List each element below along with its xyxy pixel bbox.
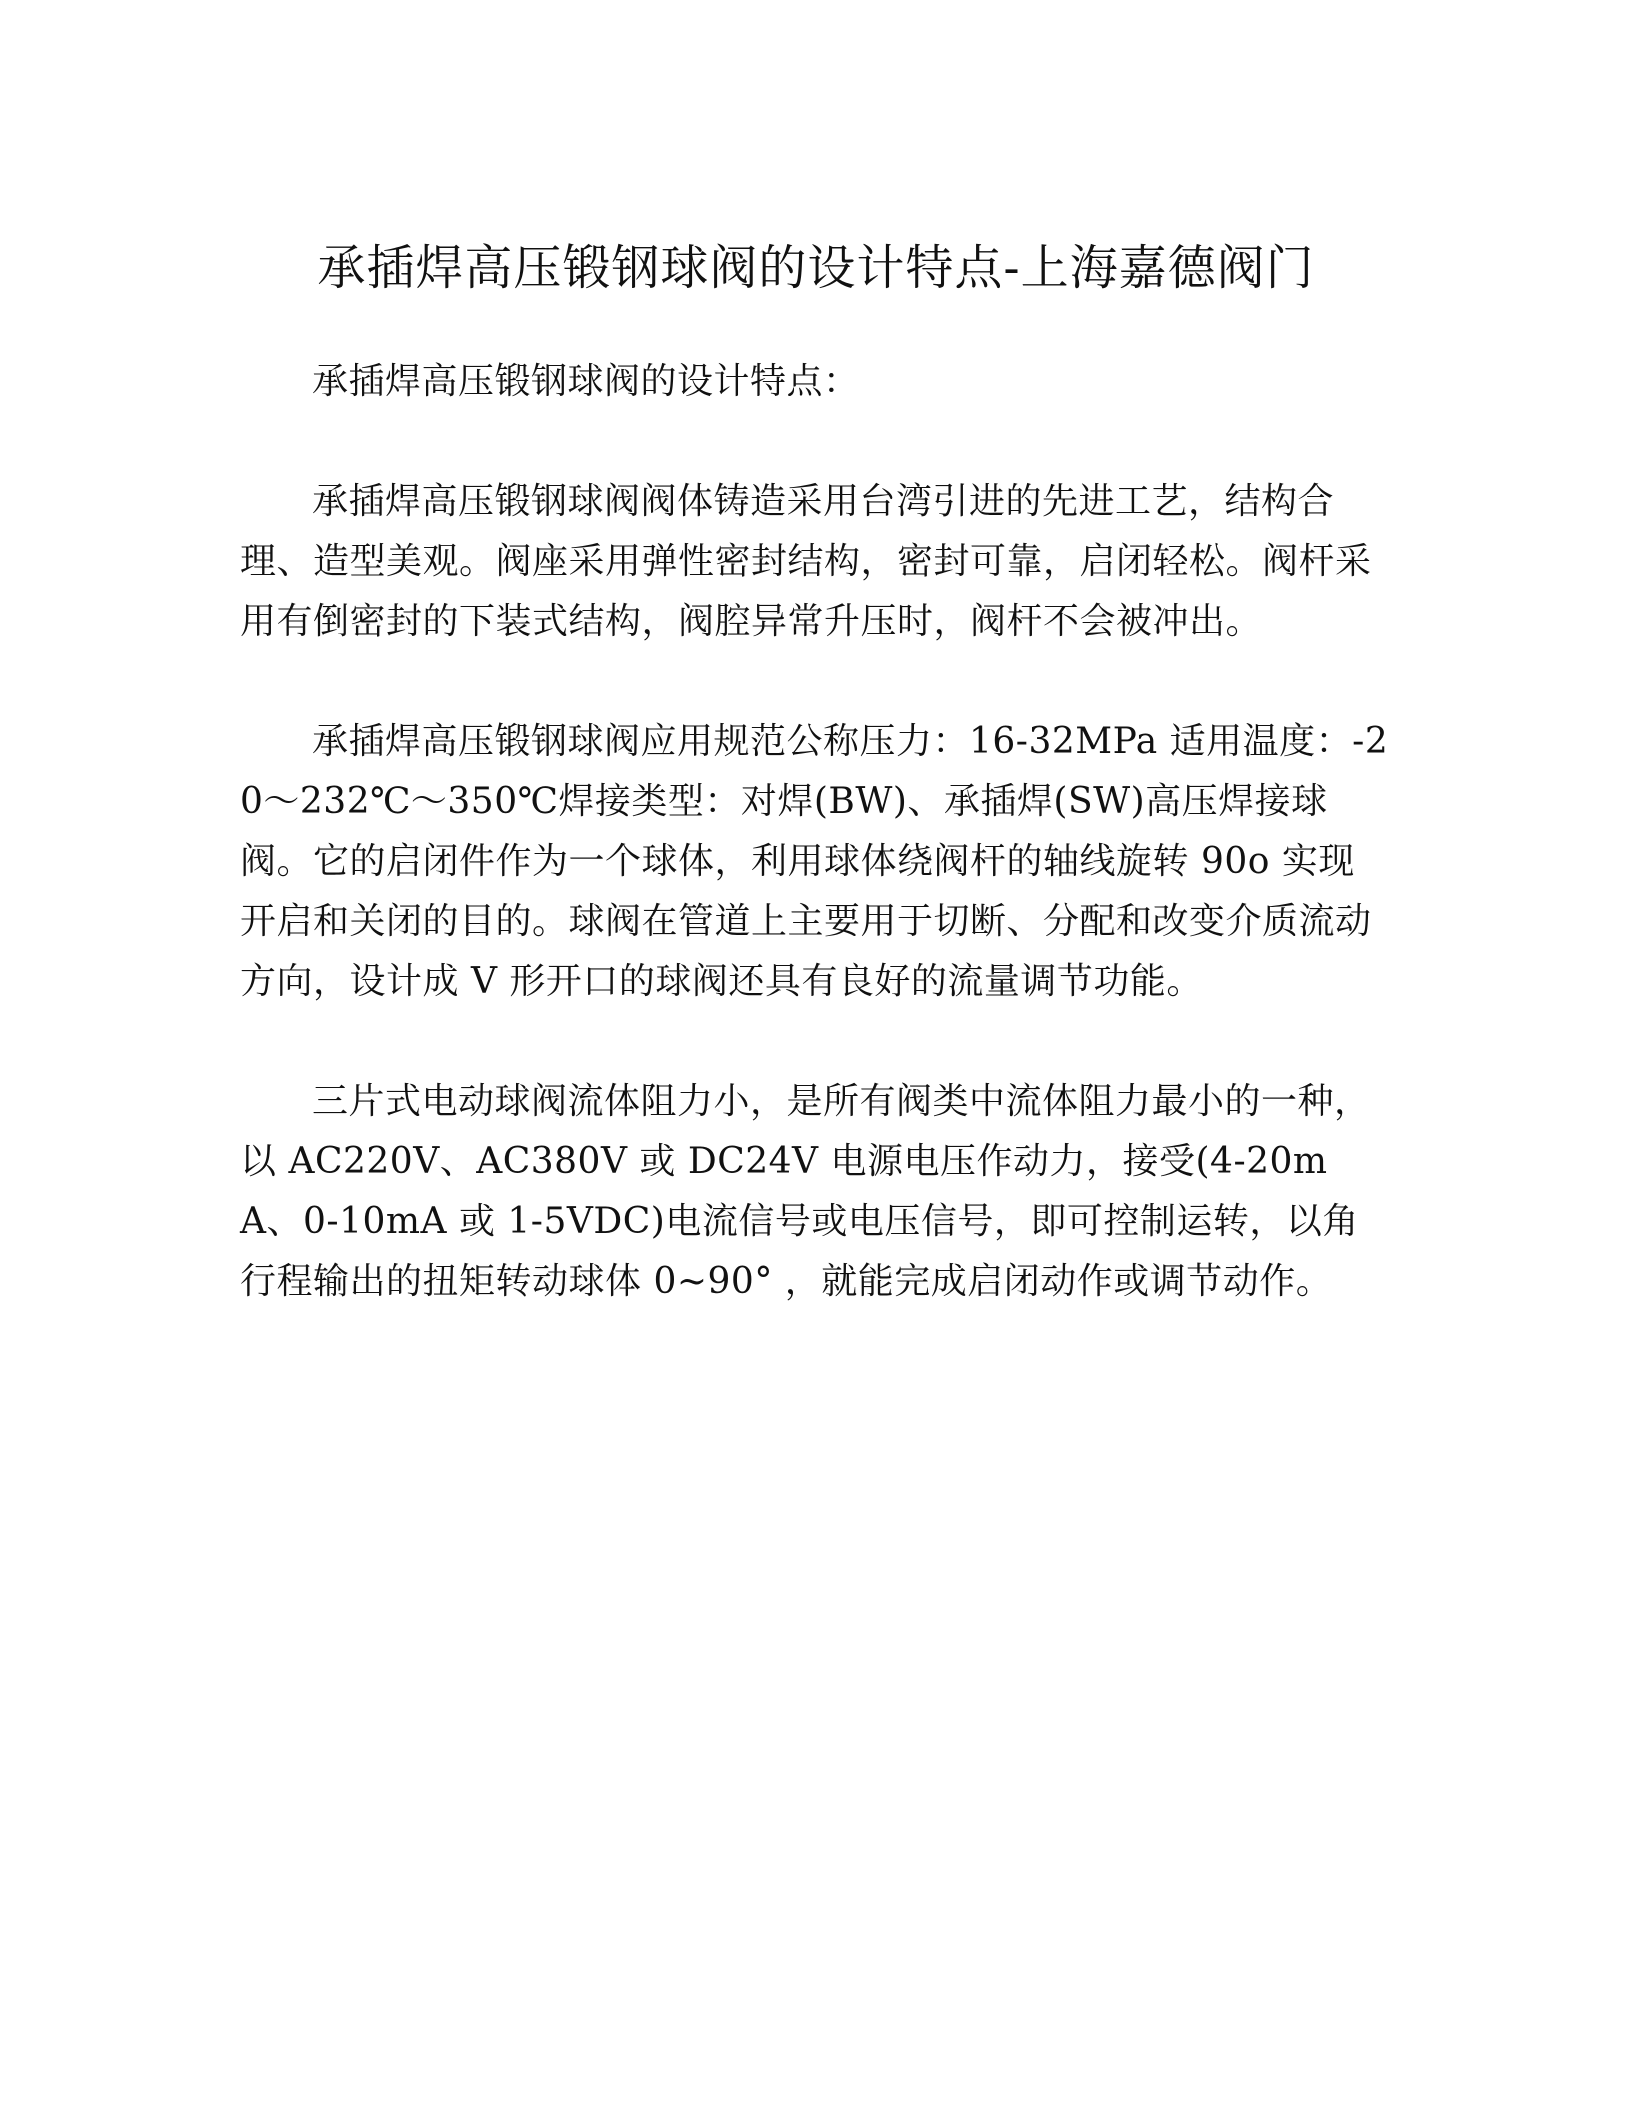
document-title: 承插焊高压锻钢球阀的设计特点-上海嘉德阀门 <box>317 240 1315 296</box>
paragraph-body-structure: 承插焊高压锻钢球阀阀体铸造采用台湾引进的先进工艺，结构合理、造型美观。阀座采用弹性密封结构，密封可靠，启闭轻松。阀杆采用有倒密封的下装式结构，阀腔异常升压时，阀杆不会被冲出。 <box>240 481 1372 642</box>
document-body <box>240 352 1390 1312</box>
paragraph-electric-ball-valve: 三片式电动球阀流体阻力小，是所有阀类中流体阻力最小的一种，以 AC220V、AC380V 或 DC24V 电源电压作动力，接受(4-20mA、0-10mA 或 1-5VDC)电流信号或电压信号，即可控制运转，以角行程输出的扭矩转动球体 0~90° ，就能完成启闭动作或调节动作。 <box>240 1081 1371 1302</box>
paragraph-intro: 承插焊高压锻钢球阀的设计特点： <box>312 361 860 402</box>
paragraph-specifications: 承插焊高压锻钢球阀应用规范公称压力：16-32MPa 适用温度：-20～232℃～350℃焊接类型：对焊(BW)、承插焊(SW)高压焊接球阀。它的启闭件作为一个球体，利用球体绕阀杆的轴线旋转 90o 实现开启和关闭的目的。球阀在管道上主要用于切断、分配和改变介质流动方向，设计成 V 形开口的球阀还具有良好的流量调节功能。 <box>240 721 1389 1002</box>
